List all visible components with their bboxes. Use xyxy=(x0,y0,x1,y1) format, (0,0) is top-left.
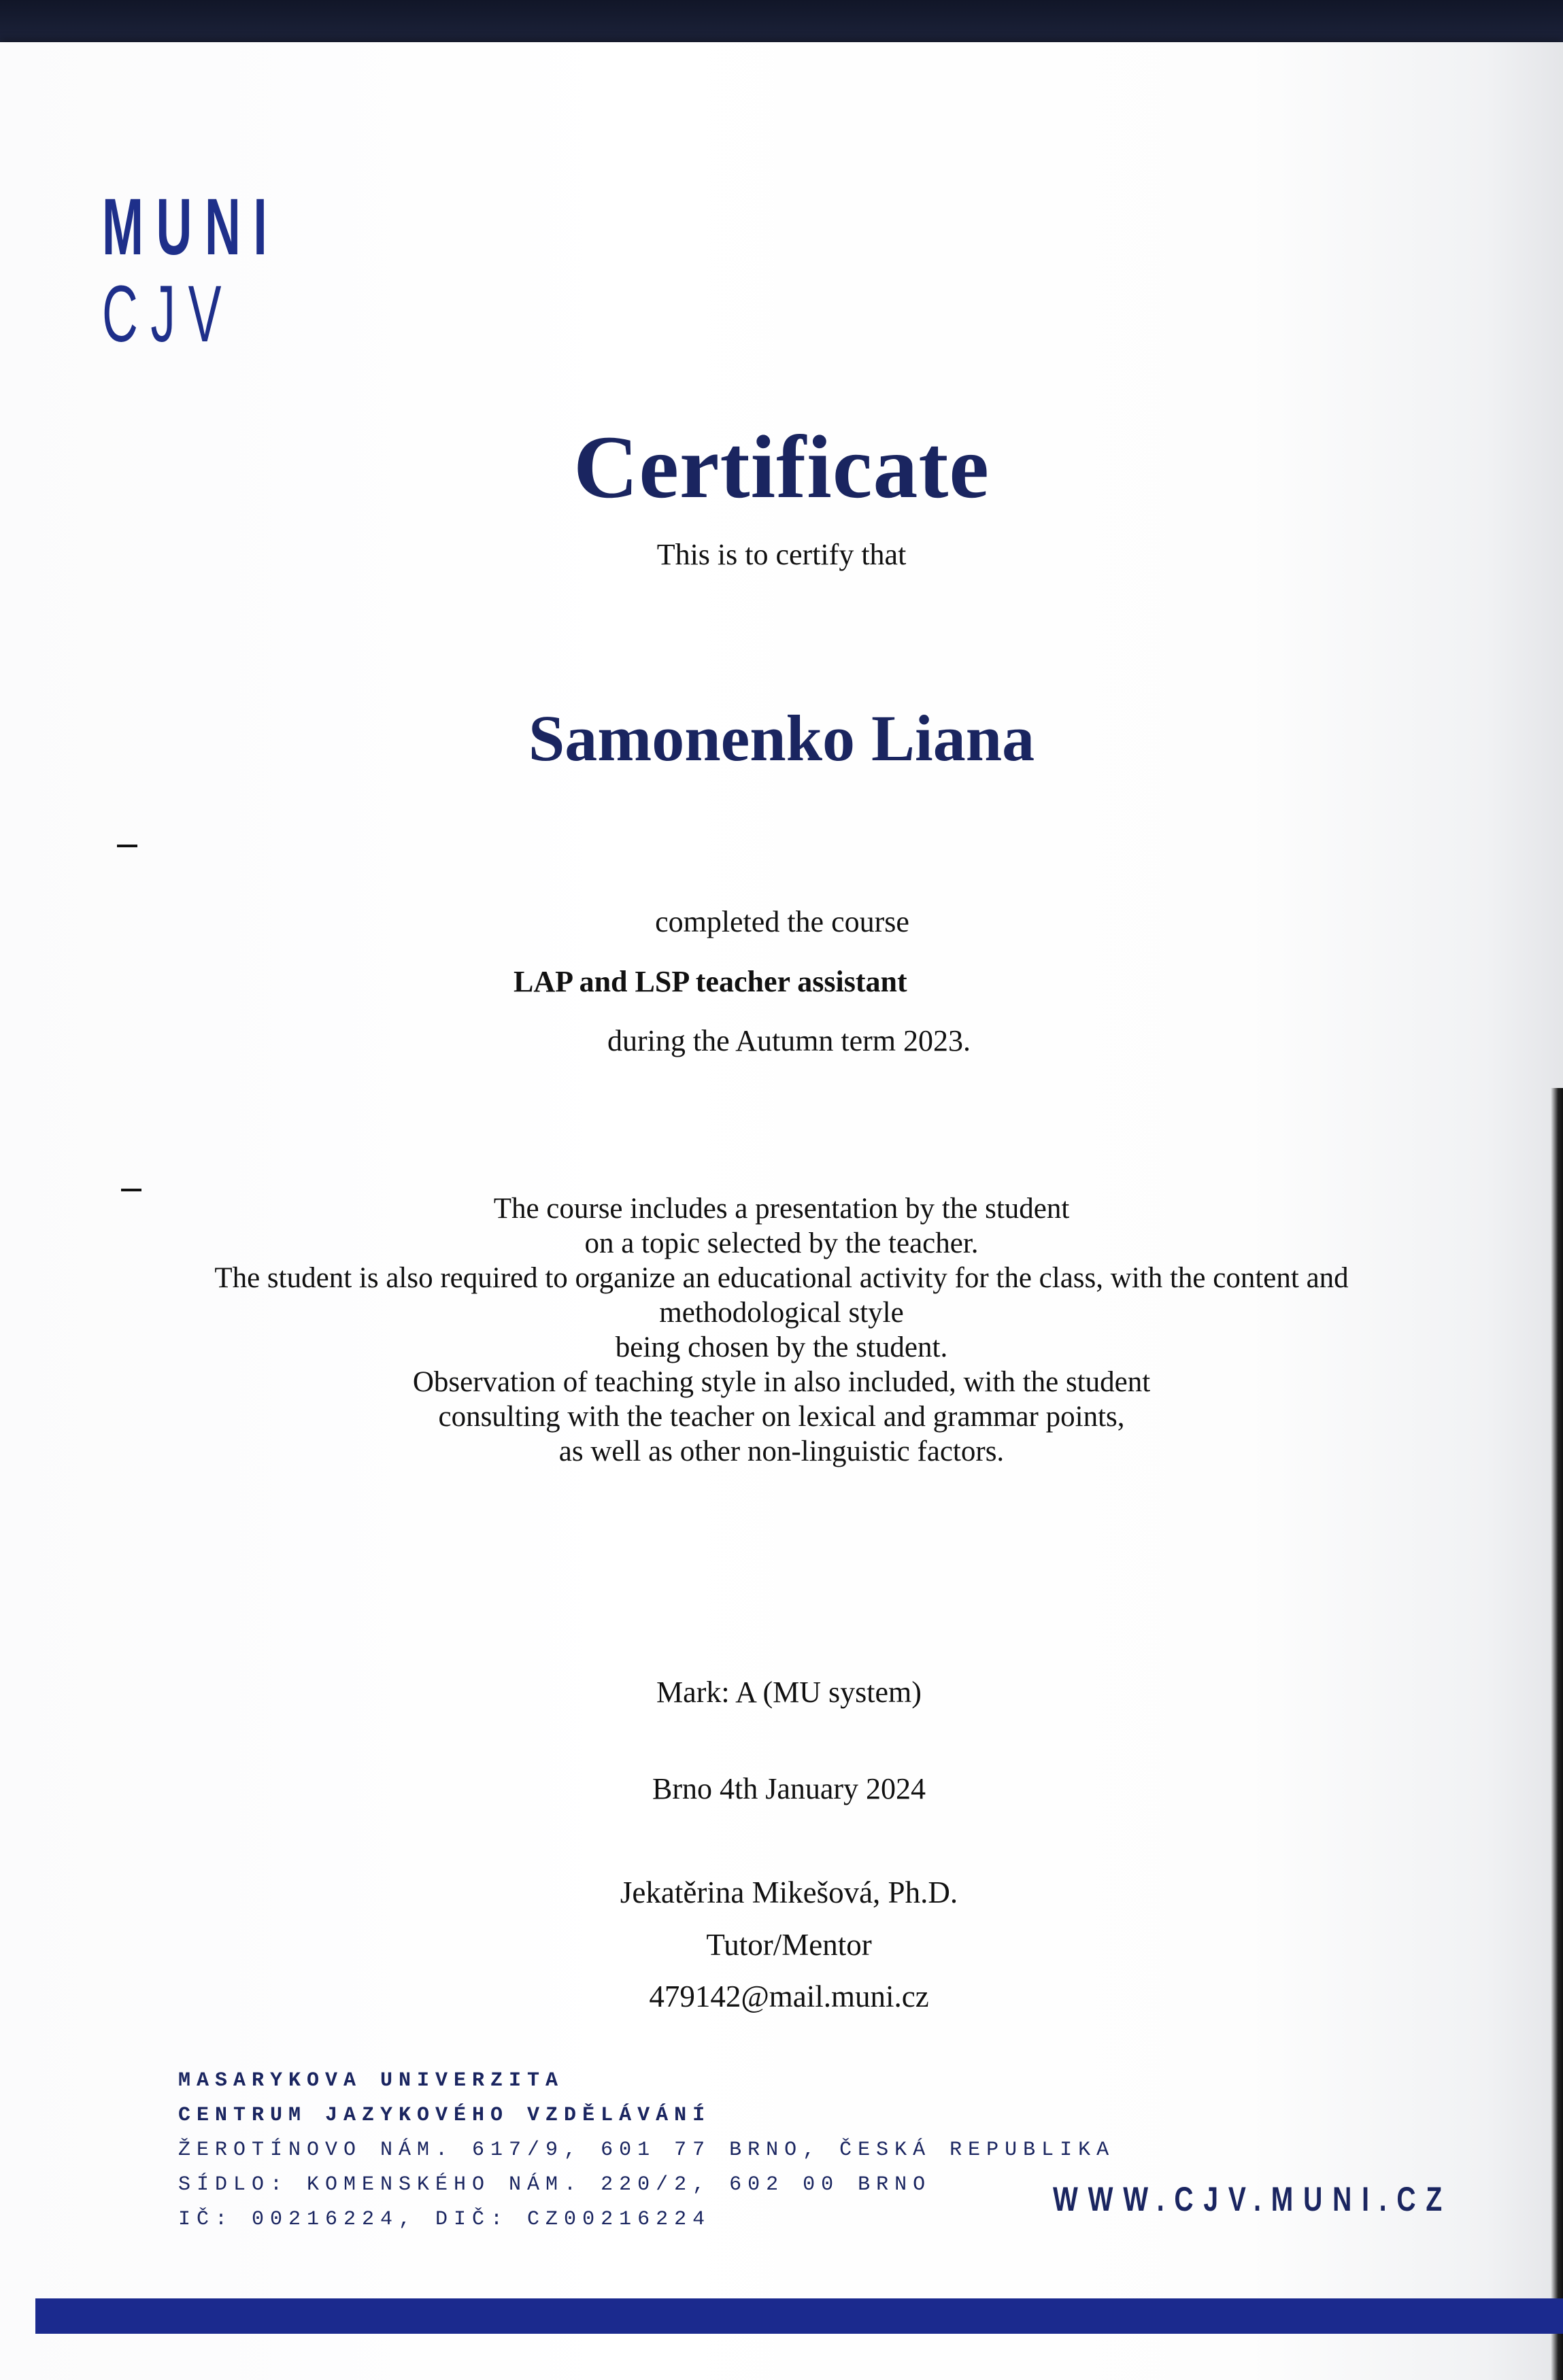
logo-line-cjv: CJV xyxy=(102,269,235,359)
certify-intro: This is to certify that xyxy=(656,538,907,571)
footer-website: WWW.CJV.MUNI.CZ xyxy=(1053,2180,1453,2218)
margin-mark xyxy=(117,845,137,847)
course-description xyxy=(0,1191,1563,1469)
description-line: methodological style xyxy=(659,1297,904,1329)
footer-centre: CENTRUM JAZYKOVÉHO VZDĚLÁVÁNÍ xyxy=(178,2104,711,2127)
certificate-title: Certificate xyxy=(573,417,990,517)
issue-date: Brno 4th January 2024 xyxy=(652,1772,926,1805)
signatory-email: 479142@mail.muni.cz xyxy=(649,1979,929,2013)
course-name: LAP and LSP teacher assistant xyxy=(514,965,907,998)
description-line: The student is also required to organize an educational activity for the class, with the content and xyxy=(214,1262,1349,1294)
footer-university: MASARYKOVA UNIVERZITA xyxy=(178,2069,565,2092)
recipient-name: Samonenko Liana xyxy=(528,702,1035,775)
signatory-role: Tutor/Mentor xyxy=(706,1928,872,1962)
description-line: The course includes a presentation by the student xyxy=(493,1193,1070,1225)
term-text: during the Autumn term 2023. xyxy=(607,1024,971,1057)
description-line: as well as other non-linguistic factors. xyxy=(558,1435,1005,1467)
footer-address: ŽEROTÍNOVO NÁM. 617/9, 601 77 BRNO, ČESKÁ REPUBLIKA xyxy=(178,2139,1115,2162)
bottom-brand-bar xyxy=(35,2298,1563,2334)
description-line: Observation of teaching style in also included, with the student xyxy=(412,1366,1151,1398)
footer-ids: IČ: 00216224, DIČ: CZ00216224 xyxy=(178,2208,711,2231)
description-line: on a topic selected by the teacher. xyxy=(584,1227,979,1259)
logo-line-muni: MUNI xyxy=(102,182,280,272)
mark-text: Mark: A (MU system) xyxy=(656,1676,922,1709)
muni-cjv-logo xyxy=(102,184,280,358)
footer-address-block xyxy=(178,2064,1115,2237)
footer-seat: SÍDLO: KOMENSKÉHO NÁM. 220/2, 602 00 BRNO xyxy=(178,2173,932,2196)
completed-text: completed the course xyxy=(655,905,909,938)
description-line: consulting with the teacher on lexical and grammar points, xyxy=(438,1401,1125,1433)
description-line: being chosen by the student. xyxy=(615,1331,948,1363)
signatory-name: Jekatěrina Mikešová, Ph.D. xyxy=(620,1875,958,1909)
